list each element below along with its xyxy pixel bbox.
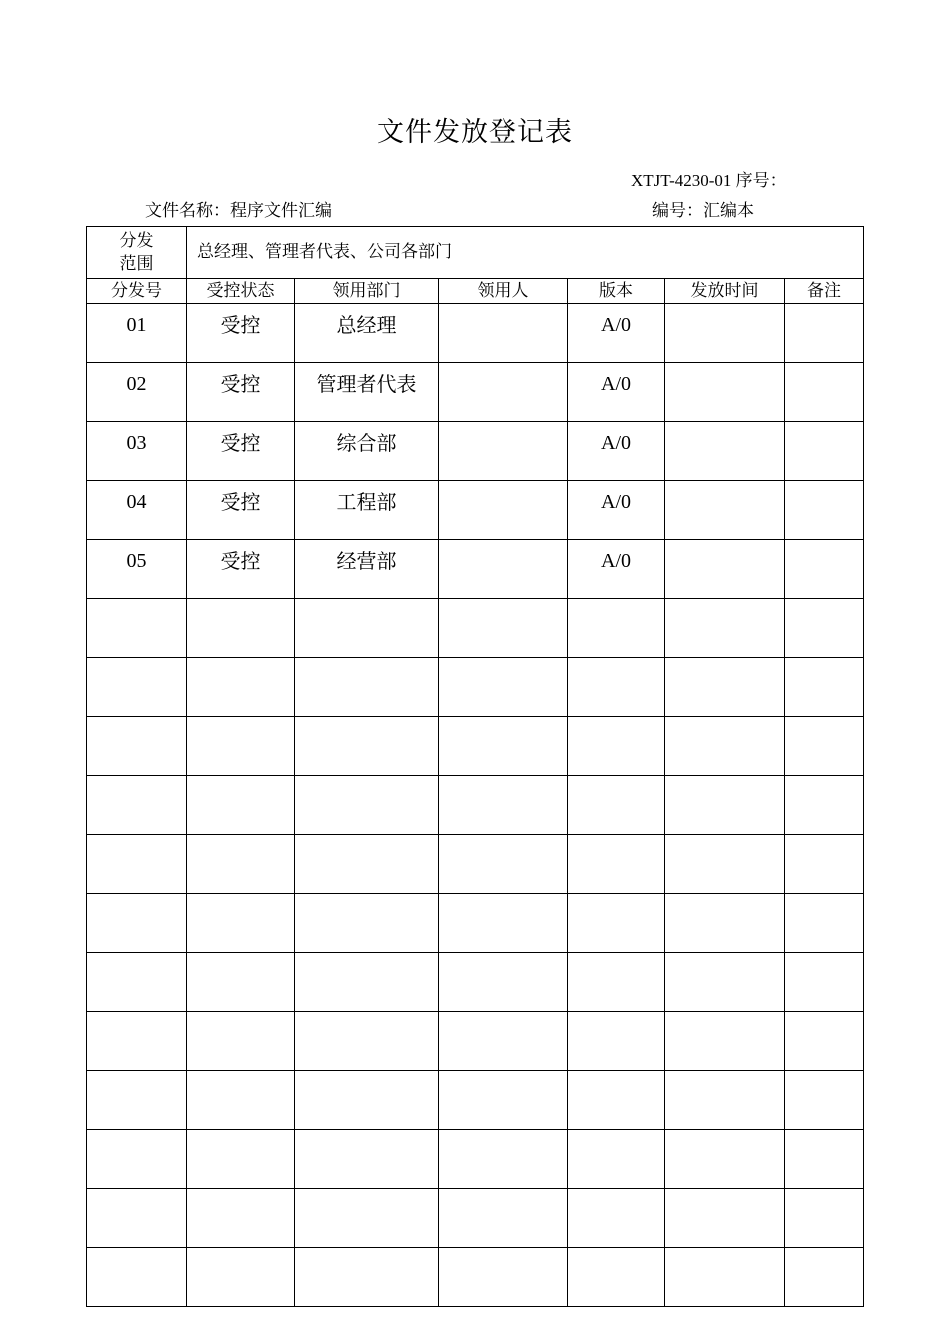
table-row	[87, 953, 864, 1012]
receiving-department-cell	[295, 1130, 439, 1189]
receiving-department-cell	[295, 599, 439, 658]
issue-date-cell	[665, 1189, 785, 1248]
control-status-cell	[187, 835, 295, 894]
remarks-cell	[785, 481, 864, 540]
receiving-department-cell	[295, 1012, 439, 1071]
column-header: 发放时间	[665, 279, 785, 304]
recipient-cell	[439, 422, 568, 481]
issue-date-cell	[665, 1071, 785, 1130]
recipient-cell	[439, 1012, 568, 1071]
distribution-number-cell	[87, 1189, 187, 1248]
receiving-department-cell: 工程部	[295, 481, 439, 540]
remarks-cell	[785, 540, 864, 599]
version-cell	[568, 1012, 665, 1071]
issue-date-cell	[665, 658, 785, 717]
issue-date-cell	[665, 304, 785, 363]
receiving-department-cell	[295, 953, 439, 1012]
version-cell: A/0	[568, 422, 665, 481]
version-cell	[568, 599, 665, 658]
receiving-department-cell	[295, 717, 439, 776]
remarks-cell	[785, 1071, 864, 1130]
document-title: 文件发放登记表	[377, 117, 573, 148]
issue-date-cell	[665, 481, 785, 540]
remarks-cell	[785, 658, 864, 717]
receiving-department-cell: 总经理	[295, 304, 439, 363]
remarks-cell	[785, 304, 864, 363]
distribution-number-cell: 03	[87, 422, 187, 481]
distribution-number-cell	[87, 599, 187, 658]
recipient-cell	[439, 363, 568, 422]
table-row	[87, 776, 864, 835]
receiving-department-cell: 综合部	[295, 422, 439, 481]
column-header: 领用人	[439, 279, 568, 304]
recipient-cell	[439, 658, 568, 717]
table-row	[87, 363, 864, 422]
table-row	[87, 894, 864, 953]
scope-value: 总经理、管理者代表、公司各部门	[187, 227, 864, 279]
version-cell	[568, 835, 665, 894]
table-row	[87, 1248, 864, 1307]
version-cell	[568, 1248, 665, 1307]
remarks-cell	[785, 1012, 864, 1071]
table-row	[87, 481, 864, 540]
column-header: 版本	[568, 279, 665, 304]
recipient-cell	[439, 540, 568, 599]
file-number: 编号：汇编本	[652, 201, 754, 221]
control-status-cell	[187, 894, 295, 953]
issue-date-cell	[665, 422, 785, 481]
version-cell	[568, 1071, 665, 1130]
control-status-cell	[187, 1130, 295, 1189]
table-row	[87, 1071, 864, 1130]
distribution-number-cell	[87, 835, 187, 894]
table-row	[87, 304, 864, 363]
version-cell	[568, 953, 665, 1012]
issue-date-cell	[665, 540, 785, 599]
table-row	[87, 658, 864, 717]
version-cell	[568, 894, 665, 953]
control-status-cell	[187, 1248, 295, 1307]
file-name: 文件名称：程序文件汇编	[145, 201, 332, 221]
version-cell: A/0	[568, 540, 665, 599]
receiving-department-cell	[295, 776, 439, 835]
recipient-cell	[439, 481, 568, 540]
distribution-number-cell	[87, 1130, 187, 1189]
control-status-cell	[187, 599, 295, 658]
receiving-department-cell	[295, 1248, 439, 1307]
issue-date-cell	[665, 599, 785, 658]
issue-date-cell	[665, 894, 785, 953]
remarks-cell	[785, 1189, 864, 1248]
recipient-cell	[439, 304, 568, 363]
table-row	[87, 540, 864, 599]
remarks-cell	[785, 422, 864, 481]
version-cell: A/0	[568, 481, 665, 540]
scope-label	[87, 227, 187, 279]
remarks-cell	[785, 835, 864, 894]
control-status-cell	[187, 776, 295, 835]
control-status-cell: 受控	[187, 481, 295, 540]
recipient-cell	[439, 953, 568, 1012]
column-header: 备注	[785, 279, 864, 304]
remarks-cell	[785, 1248, 864, 1307]
control-status-cell	[187, 658, 295, 717]
receiving-department-cell	[295, 835, 439, 894]
receiving-department-cell	[295, 1071, 439, 1130]
version-cell: A/0	[568, 304, 665, 363]
control-status-cell: 受控	[187, 304, 295, 363]
distribution-register-table	[86, 226, 864, 1307]
distribution-number-cell: 01	[87, 304, 187, 363]
issue-date-cell	[665, 1130, 785, 1189]
remarks-cell	[785, 1130, 864, 1189]
remarks-cell	[785, 894, 864, 953]
distribution-number-cell	[87, 894, 187, 953]
distribution-number-cell: 05	[87, 540, 187, 599]
recipient-cell	[439, 1071, 568, 1130]
receiving-department-cell	[295, 1189, 439, 1248]
control-status-cell	[187, 1189, 295, 1248]
remarks-cell	[785, 953, 864, 1012]
column-header: 受控状态	[187, 279, 295, 304]
control-status-cell	[187, 1071, 295, 1130]
version-cell	[568, 658, 665, 717]
distribution-number-cell	[87, 658, 187, 717]
version-cell: A/0	[568, 363, 665, 422]
table-row	[87, 1012, 864, 1071]
receiving-department-cell	[295, 658, 439, 717]
column-header: 分发号	[87, 279, 187, 304]
issue-date-cell	[665, 953, 785, 1012]
issue-date-cell	[665, 363, 785, 422]
version-cell	[568, 1189, 665, 1248]
remarks-cell	[785, 717, 864, 776]
receiving-department-cell: 经营部	[295, 540, 439, 599]
table-row	[87, 599, 864, 658]
recipient-cell	[439, 1189, 568, 1248]
issue-date-cell	[665, 717, 785, 776]
recipient-cell	[439, 835, 568, 894]
column-header: 领用部门	[295, 279, 439, 304]
receiving-department-cell: 管理者代表	[295, 363, 439, 422]
control-status-cell	[187, 953, 295, 1012]
version-cell	[568, 717, 665, 776]
scope-label-line2: 范围	[119, 253, 154, 274]
distribution-number-cell: 04	[87, 481, 187, 540]
table-row	[87, 835, 864, 894]
control-status-cell	[187, 717, 295, 776]
control-status-cell	[187, 1012, 295, 1071]
recipient-cell	[439, 894, 568, 953]
issue-date-cell	[665, 1248, 785, 1307]
issue-date-cell	[665, 776, 785, 835]
table-row	[87, 422, 864, 481]
remarks-cell	[785, 363, 864, 422]
scope-row	[87, 227, 864, 279]
version-cell	[568, 776, 665, 835]
issue-date-cell	[665, 835, 785, 894]
remarks-cell	[785, 776, 864, 835]
recipient-cell	[439, 717, 568, 776]
recipient-cell	[439, 776, 568, 835]
recipient-cell	[439, 599, 568, 658]
remarks-cell	[785, 599, 864, 658]
recipient-cell	[439, 1130, 568, 1189]
control-status-cell: 受控	[187, 540, 295, 599]
distribution-number-cell	[87, 1071, 187, 1130]
distribution-number-cell	[87, 776, 187, 835]
distribution-number-cell	[87, 953, 187, 1012]
issue-date-cell	[665, 1012, 785, 1071]
version-cell	[568, 1130, 665, 1189]
scope-label-line1: 分发	[119, 230, 154, 251]
receiving-department-cell	[295, 894, 439, 953]
distribution-number-cell	[87, 717, 187, 776]
control-status-cell: 受控	[187, 422, 295, 481]
column-header-row	[87, 279, 864, 304]
table-row	[87, 717, 864, 776]
recipient-cell	[439, 1248, 568, 1307]
control-status-cell: 受控	[187, 363, 295, 422]
table-row	[87, 1130, 864, 1189]
table-row	[87, 1189, 864, 1248]
document-code: XTJT-4230-01 序号：	[631, 171, 787, 190]
distribution-number-cell: 02	[87, 363, 187, 422]
distribution-number-cell	[87, 1012, 187, 1071]
distribution-number-cell	[87, 1248, 187, 1307]
